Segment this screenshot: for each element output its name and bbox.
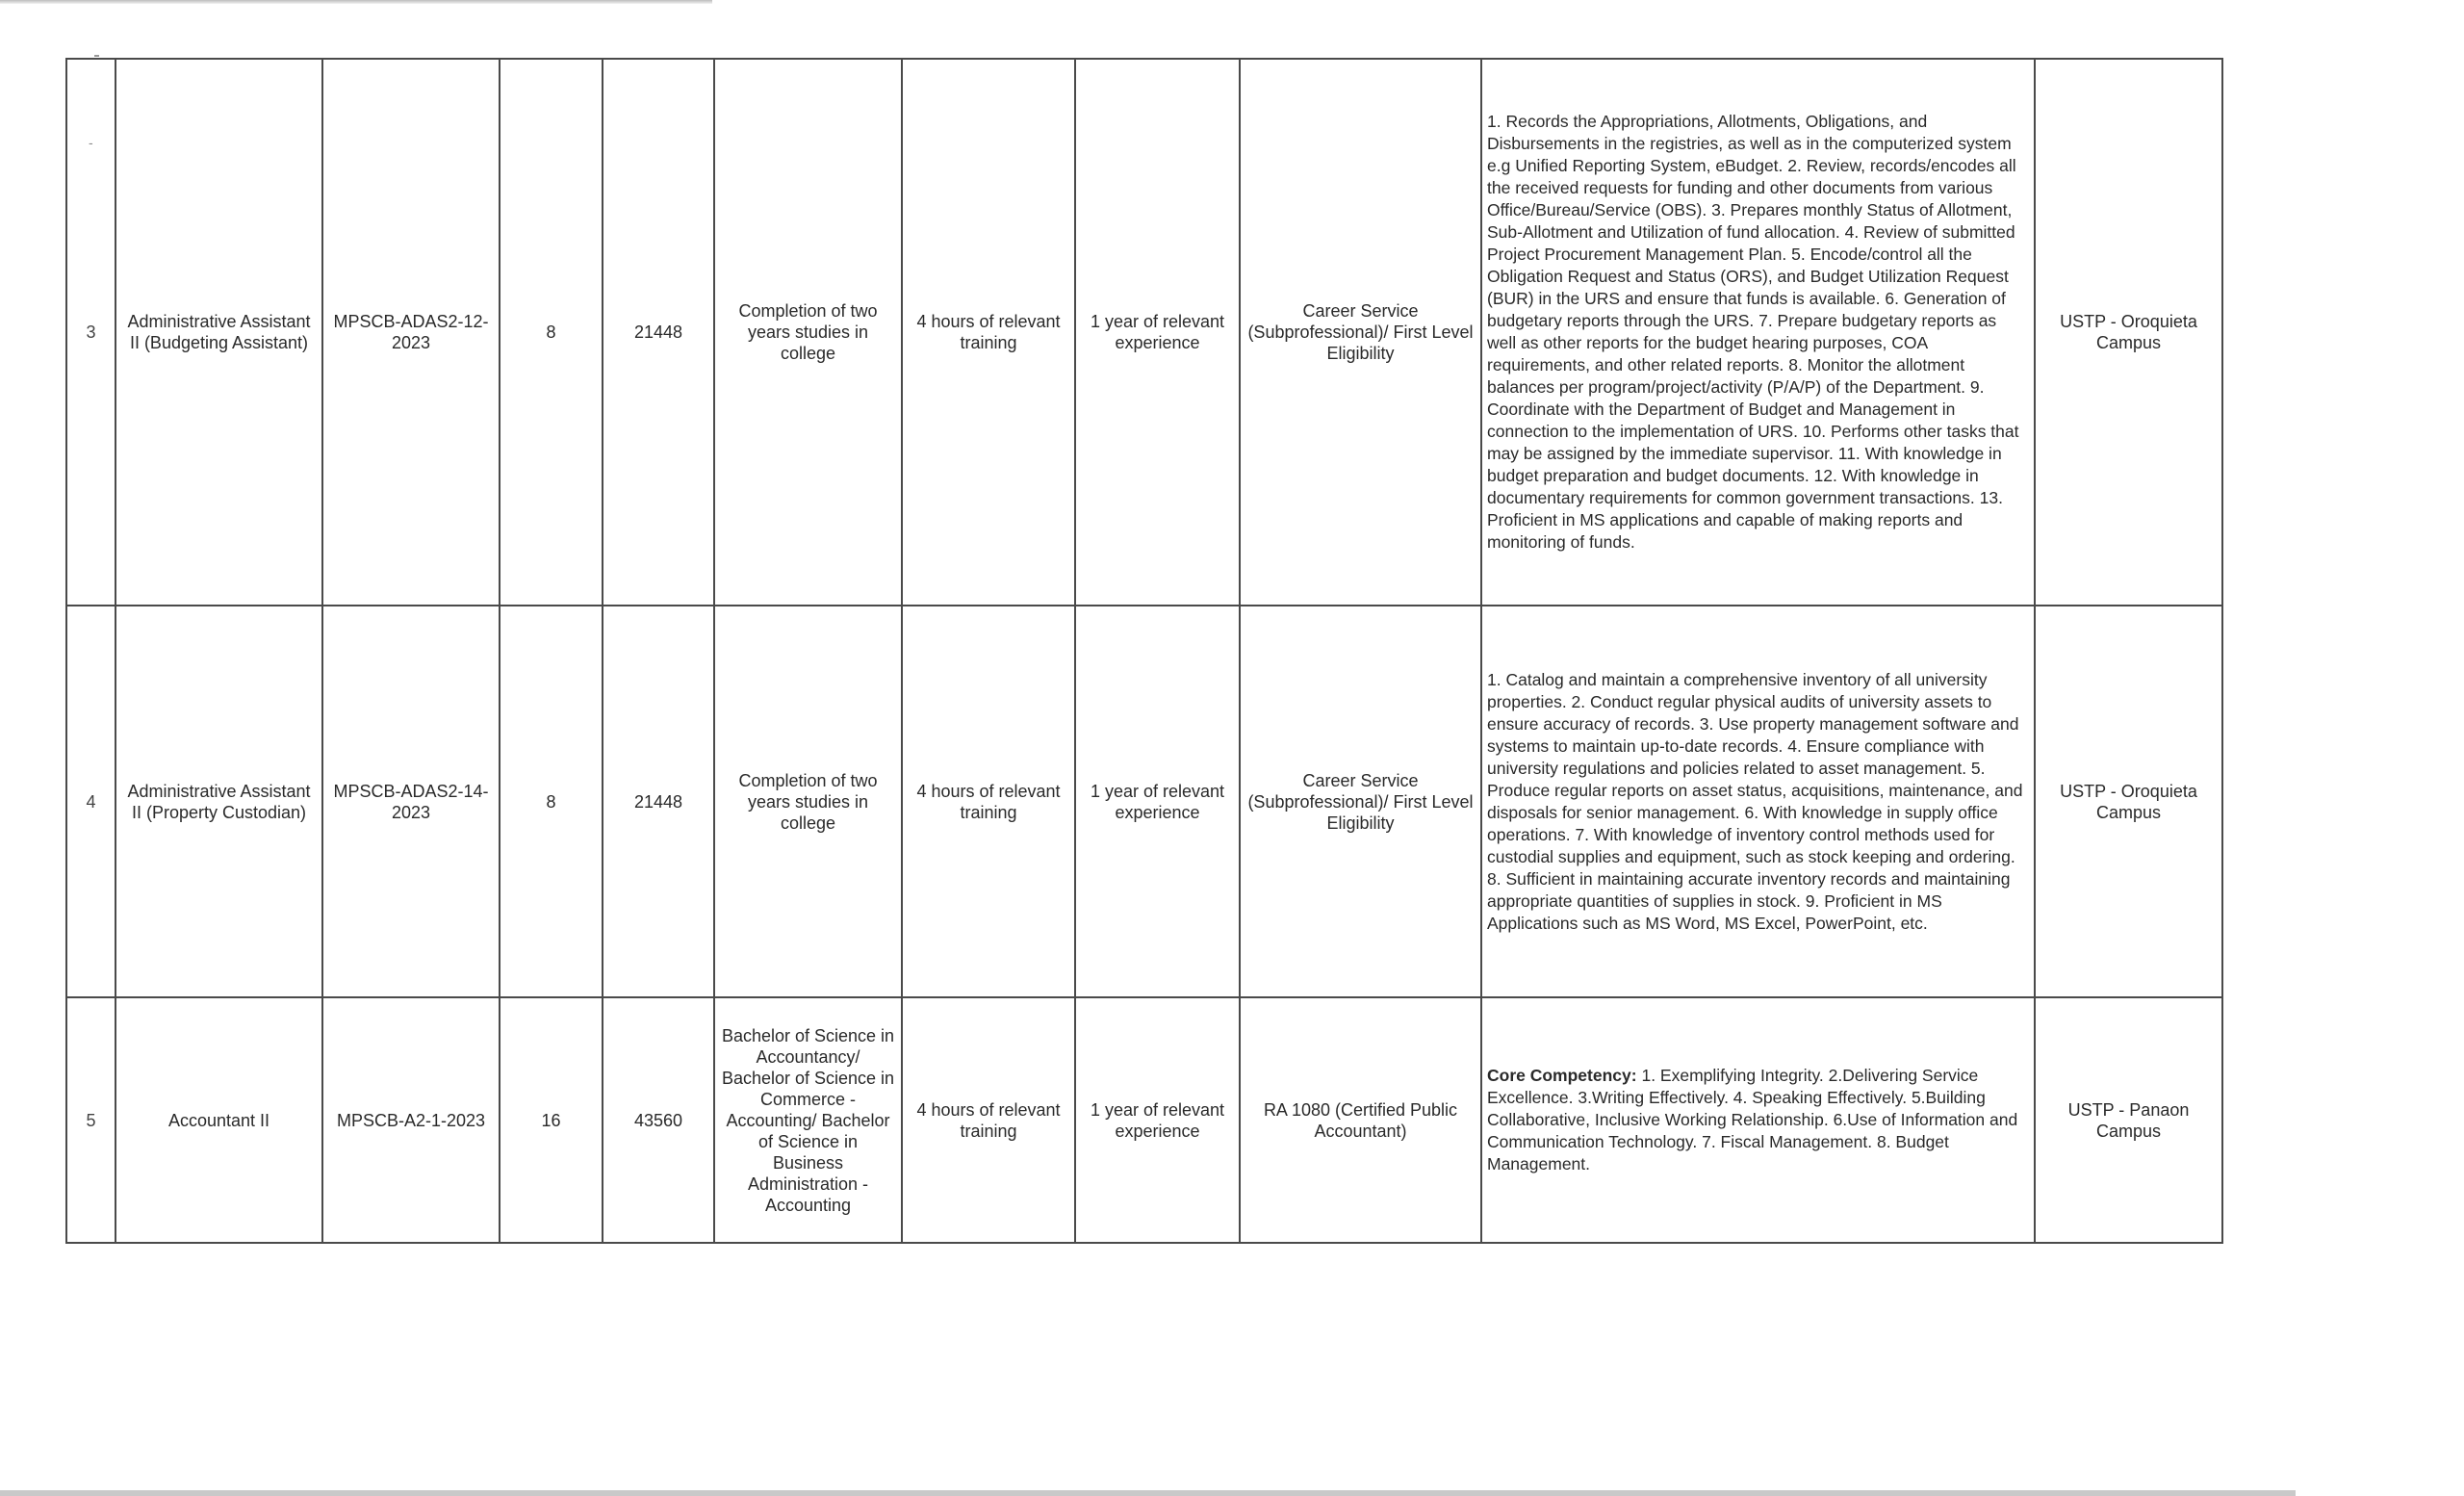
table-row xyxy=(66,59,2222,606)
plantilla-item-no: MPSCB-ADAS2-14-2023 xyxy=(322,606,500,997)
plantilla-item-no: MPSCB-ADAS2-12-2023 xyxy=(322,59,500,606)
monthly-salary: 21448 xyxy=(603,59,714,606)
plantilla-item-no: MPSCB-A2-1-2023 xyxy=(322,997,500,1243)
place-of-assignment: USTP - Panaon Campus xyxy=(2035,997,2222,1243)
scan-edge-bottom xyxy=(0,1490,2296,1496)
table-row xyxy=(66,997,2222,1243)
duties-text: 1. Records the Appropriations, Allotments, Obligations, and Disbursements in the registries, as well as in the computerized system e.g Unified Reporting System, eBudget. 2. Review, records/encodes all the received requests for funding and other documents from various Office/Bureau/Service (OBS). 3. Prepares monthly Status of Allotment, Sub-Allotment and Utilization of fund allocation. 4. Review of submitted Project Procurement Management Plan. 5. Encode/control all the Obligation Request and Status (ORS), and Budget Utilization Request (BUR) in the URS and ensure that funds is available. 6. Generation of budgetary reports through the URS. 7. Prepare budgetary reports as well as other reports for the budget hearing purposes, COA requirements, and other related reports. 8. Monitor the allotment balances per program/project/activity (P/A/P) of the Department. 9. Coordinate with the Department of Budget and Management in connection to the implementation of URS. 10. Performs other tasks that may be assigned by the immediate supervisor. 11. With knowledge in budget preparation and budget documents. 12. With knowledge in documentary requirements for common government transactions. 13. Proficient in MS applications and capable of making reports and monitoring of funds. xyxy=(1487,112,2019,552)
positions-table xyxy=(65,58,2223,1244)
duties-and-competencies xyxy=(1481,59,2035,606)
experience-requirement: 1 year of relevant experience xyxy=(1075,997,1240,1243)
salary-grade: 16 xyxy=(500,997,603,1243)
education-requirement: Completion of two years studies in college xyxy=(714,59,902,606)
training-requirement: 4 hours of relevant training xyxy=(902,606,1075,997)
row-number: 4 xyxy=(66,606,116,997)
eligibility-requirement: RA 1080 (Certified Public Accountant) xyxy=(1240,997,1481,1243)
experience-requirement: 1 year of relevant experience xyxy=(1075,59,1240,606)
eligibility-requirement: Career Service (Subprofessional)/ First Level Eligibility xyxy=(1240,606,1481,997)
duties-and-competencies xyxy=(1481,997,2035,1243)
education-requirement: Bachelor of Science in Accountancy/ Bachelor of Science in Commerce - Accounting/ Bachelor of Science in Business Administration - Accounting xyxy=(714,997,902,1243)
eligibility-requirement: Career Service (Subprofessional)/ First Level Eligibility xyxy=(1240,59,1481,606)
place-of-assignment: USTP - Oroquieta Campus xyxy=(2035,59,2222,606)
training-requirement: 4 hours of relevant training xyxy=(902,59,1075,606)
table-row xyxy=(66,606,2222,997)
position-title: Accountant II xyxy=(116,997,322,1243)
row-number: 5 xyxy=(66,997,116,1243)
scan-edge-top xyxy=(0,0,712,4)
place-of-assignment: USTP - Oroquieta Campus xyxy=(2035,606,2222,997)
stray-mark: - xyxy=(89,135,93,150)
monthly-salary: 21448 xyxy=(603,606,714,997)
education-requirement: Completion of two years studies in college xyxy=(714,606,902,997)
duties-and-competencies xyxy=(1481,606,2035,997)
position-title: Administrative Assistant II (Property Custodian) xyxy=(116,606,322,997)
row-number: 3 xyxy=(66,59,116,606)
scan-speck xyxy=(94,55,99,57)
duties-text: 1. Catalog and maintain a comprehensive inventory of all university properties. 2. Conduct regular physical audits of university assets to ensure accuracy of records. 3. Use property management software and systems to maintain up-to-date records. 4. Ensure compliance with university regulations and policies related to asset management. 5. Produce regular reports on asset status, acquisitions, maintenance, and disposals for senior management. 6. With knowledge in supply office operations. 7. With knowledge of inventory control methods used for custodial supplies and equipment, such as stock keeping and ordering. 8. Sufficient in maintaining accurate inventory records and maintaining appropriate quantities of supplies in stock. 9. Proficient in MS Applications such as MS Word, MS Excel, PowerPoint, etc. xyxy=(1487,669,2023,933)
training-requirement: 4 hours of relevant training xyxy=(902,997,1075,1243)
monthly-salary: 43560 xyxy=(603,997,714,1243)
duties-text: 1. Exemplifying Integrity. 2.Delivering Service Excellence. 3.Writing Effectively. 4. Speaking Effectively. 5.Building Collaborative, Inclusive Working Relationship. 6.Use of Information and Communication Technology. 7. Fiscal Management. 8. Budget Management. xyxy=(1487,1066,2018,1174)
experience-requirement: 1 year of relevant experience xyxy=(1075,606,1240,997)
duties-label: Core Competency: xyxy=(1487,1066,1637,1085)
position-title: Administrative Assistant II (Budgeting Assistant) xyxy=(116,59,322,606)
salary-grade: 8 xyxy=(500,59,603,606)
salary-grade: 8 xyxy=(500,606,603,997)
